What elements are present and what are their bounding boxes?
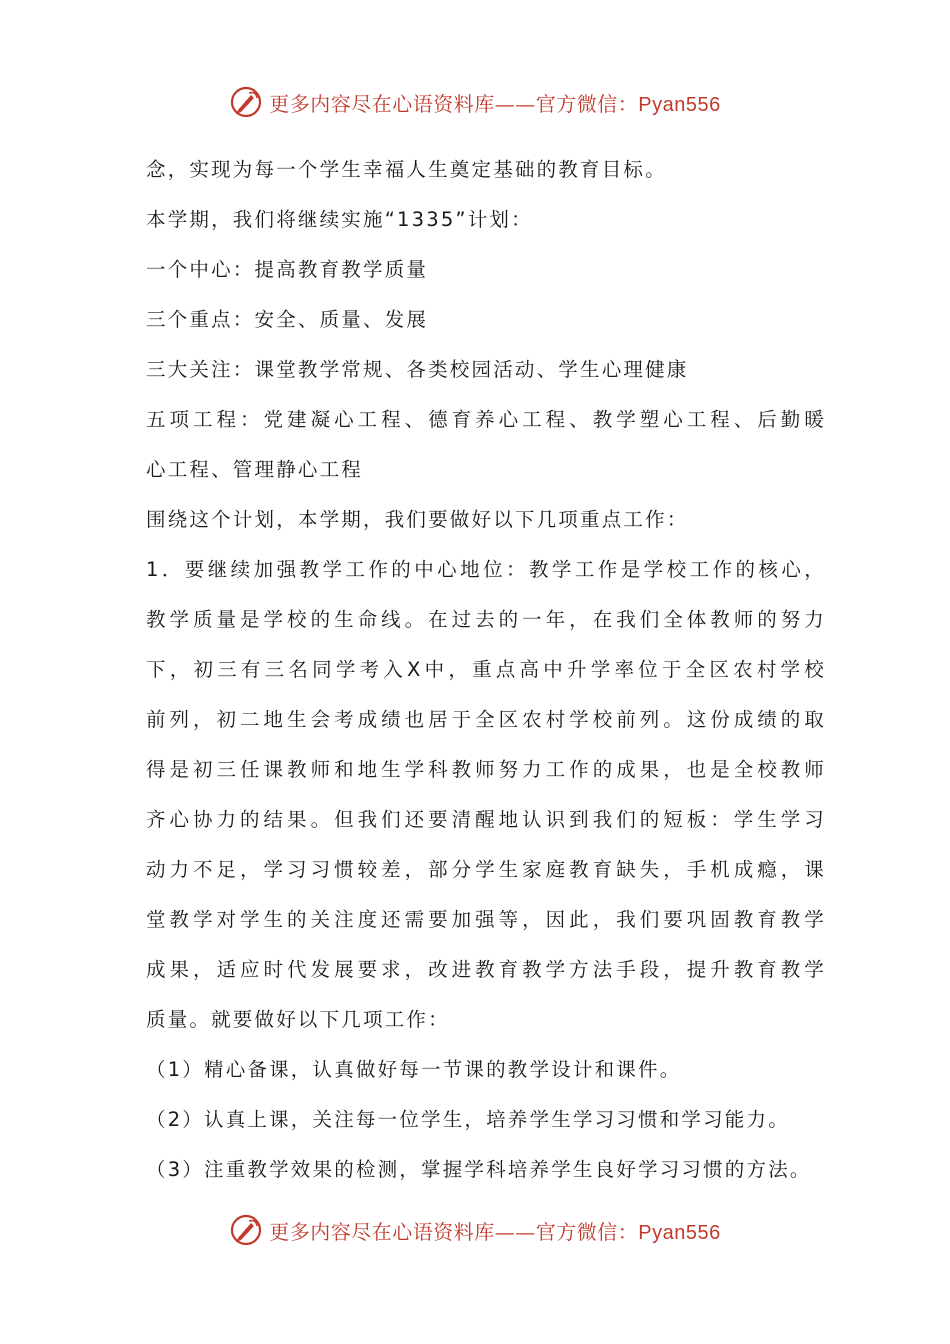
text-line: 1．要继续加强教学工作的中心地位：教学工作是学校工作的核心， (146, 558, 826, 581)
pen-logo-icon (229, 1213, 263, 1247)
text-line: 动力不足，学习习惯较差，部分学生家庭教育缺失，手机成瘾，课 (146, 858, 826, 881)
watermark-text (269, 1216, 720, 1245)
watermark-text (269, 88, 720, 117)
watermark-wechat-label: 官方微信： (535, 1219, 639, 1244)
document-body (146, 150, 826, 1200)
text-line: 三个重点：安全、质量、发展 (146, 308, 429, 331)
text-line: （1）精心备课，认真做好每一节课的教学设计和课件。 (146, 1058, 682, 1081)
text-line: 三大关注：课堂教学常规、各类校园活动、学生心理健康 (146, 358, 689, 381)
watermark-wechat-id: Pyan556 (638, 1221, 721, 1244)
text-line: 念，实现为每一个学生幸福人生奠定基础的教育目标。 (146, 158, 667, 181)
text-line: 本学期，我们将继续实施“1335”计划： (146, 208, 533, 231)
watermark-wechat-label: 官方微信： (535, 91, 639, 116)
pen-logo-icon (229, 85, 263, 119)
text-line: 围绕这个计划，本学期，我们要做好以下几项重点工作： (146, 508, 689, 531)
text-line: 一个中心：提高教育教学质量 (146, 258, 429, 281)
text-line: （2）认真上课，关注每一位学生，培养学生学习习惯和学习能力。 (146, 1108, 790, 1131)
text-line: 质量。就要做好以下几项工作： (146, 1008, 450, 1031)
text-line: 得是初三任课教师和地生学科教师努力工作的成果，也是全校教师 (146, 758, 826, 781)
header-watermark-banner (0, 82, 950, 122)
text-line: 五项工程：党建凝心工程、德育养心工程、教学塑心工程、后勤暖 (146, 408, 826, 431)
watermark-dash: —— (494, 1219, 536, 1244)
text-line: 心工程、管理静心工程 (146, 458, 364, 481)
text-line: 成果，适应时代发展要求，改进教育教学方法手段，提升教育教学 (146, 958, 826, 981)
text-line: 前列，初二地生会考成绩也居于全区农村学校前列。这份成绩的取 (146, 708, 826, 731)
text-line: 堂教学对学生的关注度还需要加强等，因此，我们要巩固教育教学 (146, 908, 826, 931)
text-line: 齐心协力的结果。但我们还要清醒地认识到我们的短板：学生学习 (146, 808, 826, 831)
watermark-dash: —— (494, 91, 536, 116)
watermark-wechat-id: Pyan556 (638, 93, 721, 116)
text-line: 教学质量是学校的生命线。在过去的一年，在我们全体教师的努力 (146, 608, 826, 631)
footer-watermark-banner (0, 1210, 950, 1250)
watermark-title: 更多内容尽在心语资料库 (269, 91, 495, 116)
watermark-title: 更多内容尽在心语资料库 (269, 1219, 495, 1244)
text-line: 下，初三有三名同学考入X中，重点高中升学率位于全区农村学校 (146, 658, 826, 681)
text-line: （3）注重教学效果的检测，掌握学科培养学生良好学习习惯的方法。 (146, 1158, 812, 1181)
